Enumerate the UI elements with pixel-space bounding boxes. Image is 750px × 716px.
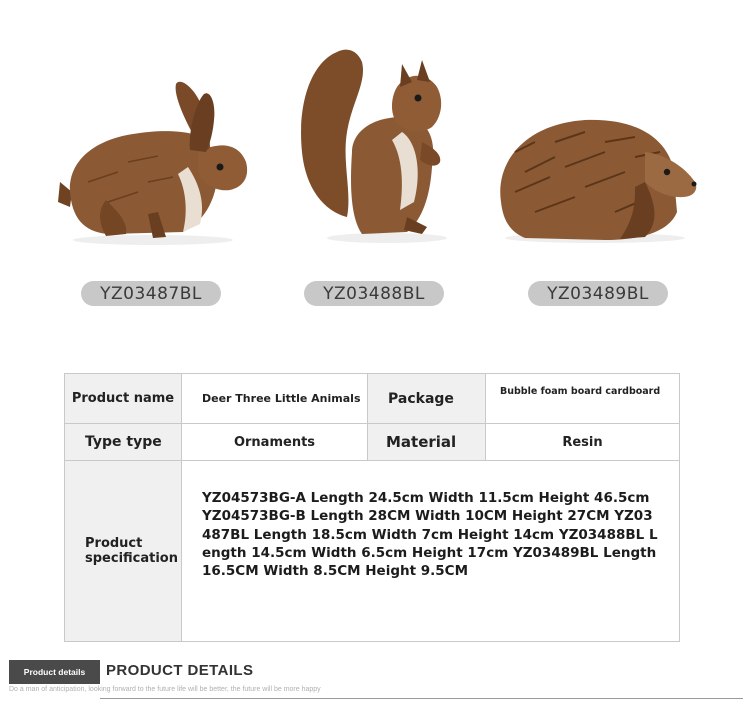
spec-label-line2: specification <box>85 551 178 566</box>
type-label: Type type <box>65 424 182 461</box>
squirrel-figurine <box>292 42 462 247</box>
package-value: Bubble foam board cardboard <box>486 374 680 424</box>
spec-value-cell <box>182 461 680 642</box>
material-label: Material <box>368 424 486 461</box>
table-row <box>65 374 680 424</box>
product-name-value: Deer Three Little Animals <box>182 374 368 424</box>
hedgehog-figurine <box>495 112 705 247</box>
product-code-badge: YZ03488BL <box>304 281 444 306</box>
divider-line <box>100 698 743 699</box>
product-name-label: Product name <box>65 374 182 424</box>
product-code-badge: YZ03487BL <box>81 281 221 306</box>
material-value: Resin <box>486 424 680 461</box>
rabbit-figurine <box>48 72 253 247</box>
package-label: Package <box>368 374 486 424</box>
product-details-title: PRODUCT DETAILS <box>106 662 254 679</box>
product-spec-table <box>64 373 680 642</box>
product-details-subtitle: Do a man of anticipation, looking forward to the future life will be better, the future will be more happy <box>9 686 321 693</box>
spec-label <box>65 461 182 642</box>
product-code-badge: YZ03489BL <box>528 281 668 306</box>
table-row <box>65 461 680 642</box>
spec-label-line1: Product <box>85 536 143 551</box>
type-value: Ornaments <box>182 424 368 461</box>
table-row <box>65 424 680 461</box>
product-details-tag: Product details <box>9 660 100 684</box>
spec-value: YZ04573BG-A Length 24.5cm Width 11.5cm Height 46.5cm YZ04573BG-B Length 28CM Width 10CM Height 27CM YZ03487BL Length 18.5cm Width 7cm Height 14cm YZ03488BL Length 14.5cm Width 6.5cm Height 17cm YZ03489BL Length 16.5CM Width 8.5CM Height 9.5CM <box>202 490 658 580</box>
